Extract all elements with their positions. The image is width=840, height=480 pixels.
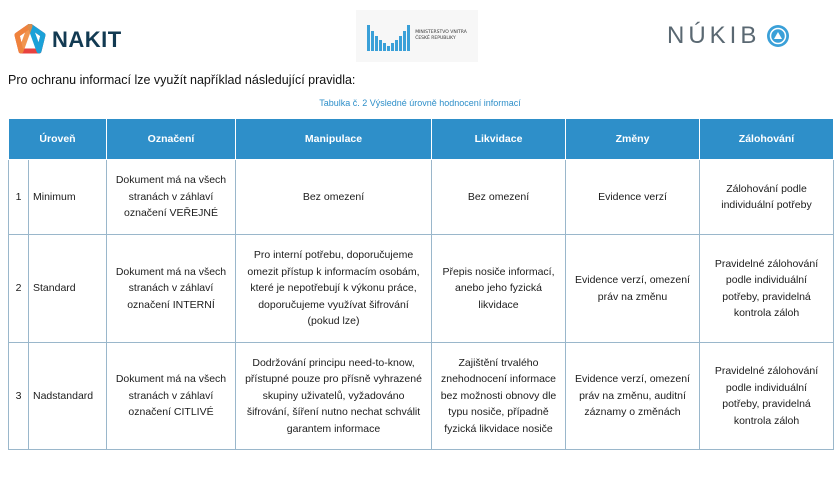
table-row — [9, 235, 834, 343]
row-number: 2 — [9, 235, 29, 343]
nakit-logo-text: NAKIT — [52, 27, 122, 52]
oznaceni-cell: Dokument má na všech stranách v záhlaví označení INTERNÍ — [107, 235, 236, 343]
table-row — [9, 343, 834, 450]
ministry-logo — [356, 10, 478, 62]
ministry-line-1: MINISTERSTVO VNITRA — [415, 30, 467, 35]
header-likvidace: Likvidace — [432, 119, 566, 160]
nakit-logo-icon — [14, 24, 46, 56]
nukib-logo-text: NÚKIB — [667, 22, 761, 49]
header-zmeny: Změny — [566, 119, 700, 160]
nukib-logo — [667, 22, 790, 50]
zmeny-cell: Evidence verzí, omezení práv na změnu — [566, 235, 700, 343]
manipulace-cell: Dodržování principu need-to-know, přístupné pouze pro přísně vyhrazené skupiny uživatelů, vyžadováno šifrování, šíření nutno nechat schválit garantem informace — [236, 343, 432, 450]
header-uroven: Úroveň — [9, 119, 107, 160]
likvidace-cell: Zajištění trvalého znehodnocení informace bez možnosti obnovy dle typu nosiče, případně fyzická likvidace nosiče — [432, 343, 566, 450]
zalohovani-cell: Pravidelné zálohování podle individuální potřeby, pravidelná kontrola záloh — [700, 235, 834, 343]
header-oznaceni: Označení — [107, 119, 236, 160]
zalohovani-cell: Zálohování podle individuální potřeby — [700, 160, 834, 235]
nakit-logo — [14, 24, 122, 56]
table-header-row — [9, 119, 834, 160]
row-number: 1 — [9, 160, 29, 235]
zalohovani-cell: Pravidelné zálohování podle individuální potřeby, pravidelná kontrola záloh — [700, 343, 834, 450]
header-manipulace: Manipulace — [236, 119, 432, 160]
header-zalohovani: Zálohování — [700, 119, 834, 160]
table-caption: Tabulka č. 2 Výsledné úrovně hodnocení informací — [319, 98, 521, 108]
level-name: Nadstandard — [29, 343, 107, 450]
manipulace-cell: Bez omezení — [236, 160, 432, 235]
table-row — [9, 160, 834, 235]
ministry-logo-text — [415, 30, 467, 42]
level-name: Standard — [29, 235, 107, 343]
ministry-emblem-icon — [367, 21, 411, 51]
zmeny-cell: Evidence verzí — [566, 160, 700, 235]
intro-text: Pro ochranu informací lze využít například následující pravidla: — [8, 73, 356, 87]
levels-table — [8, 118, 834, 450]
level-name: Minimum — [29, 160, 107, 235]
oznaceni-cell: Dokument má na všech stranách v záhlaví označení VEŘEJNÉ — [107, 160, 236, 235]
likvidace-cell: Bez omezení — [432, 160, 566, 235]
oznaceni-cell: Dokument má na všech stranách v záhlaví označení CITLIVÉ — [107, 343, 236, 450]
nukib-emblem-icon — [766, 24, 790, 48]
manipulace-cell: Pro interní potřebu, doporučujeme omezit přístup k informacím osobám, které je nepotřebují k výkonu práce, doporučujeme využívat šifrování (pokud lze) — [236, 235, 432, 343]
ministry-line-2: ČESKÉ REPUBLIKY — [415, 36, 456, 41]
zmeny-cell: Evidence verzí, omezení práv na změnu, auditní záznamy o změnách — [566, 343, 700, 450]
likvidace-cell: Přepis nosiče informací, anebo jeho fyzická likvidace — [432, 235, 566, 343]
row-number: 3 — [9, 343, 29, 450]
